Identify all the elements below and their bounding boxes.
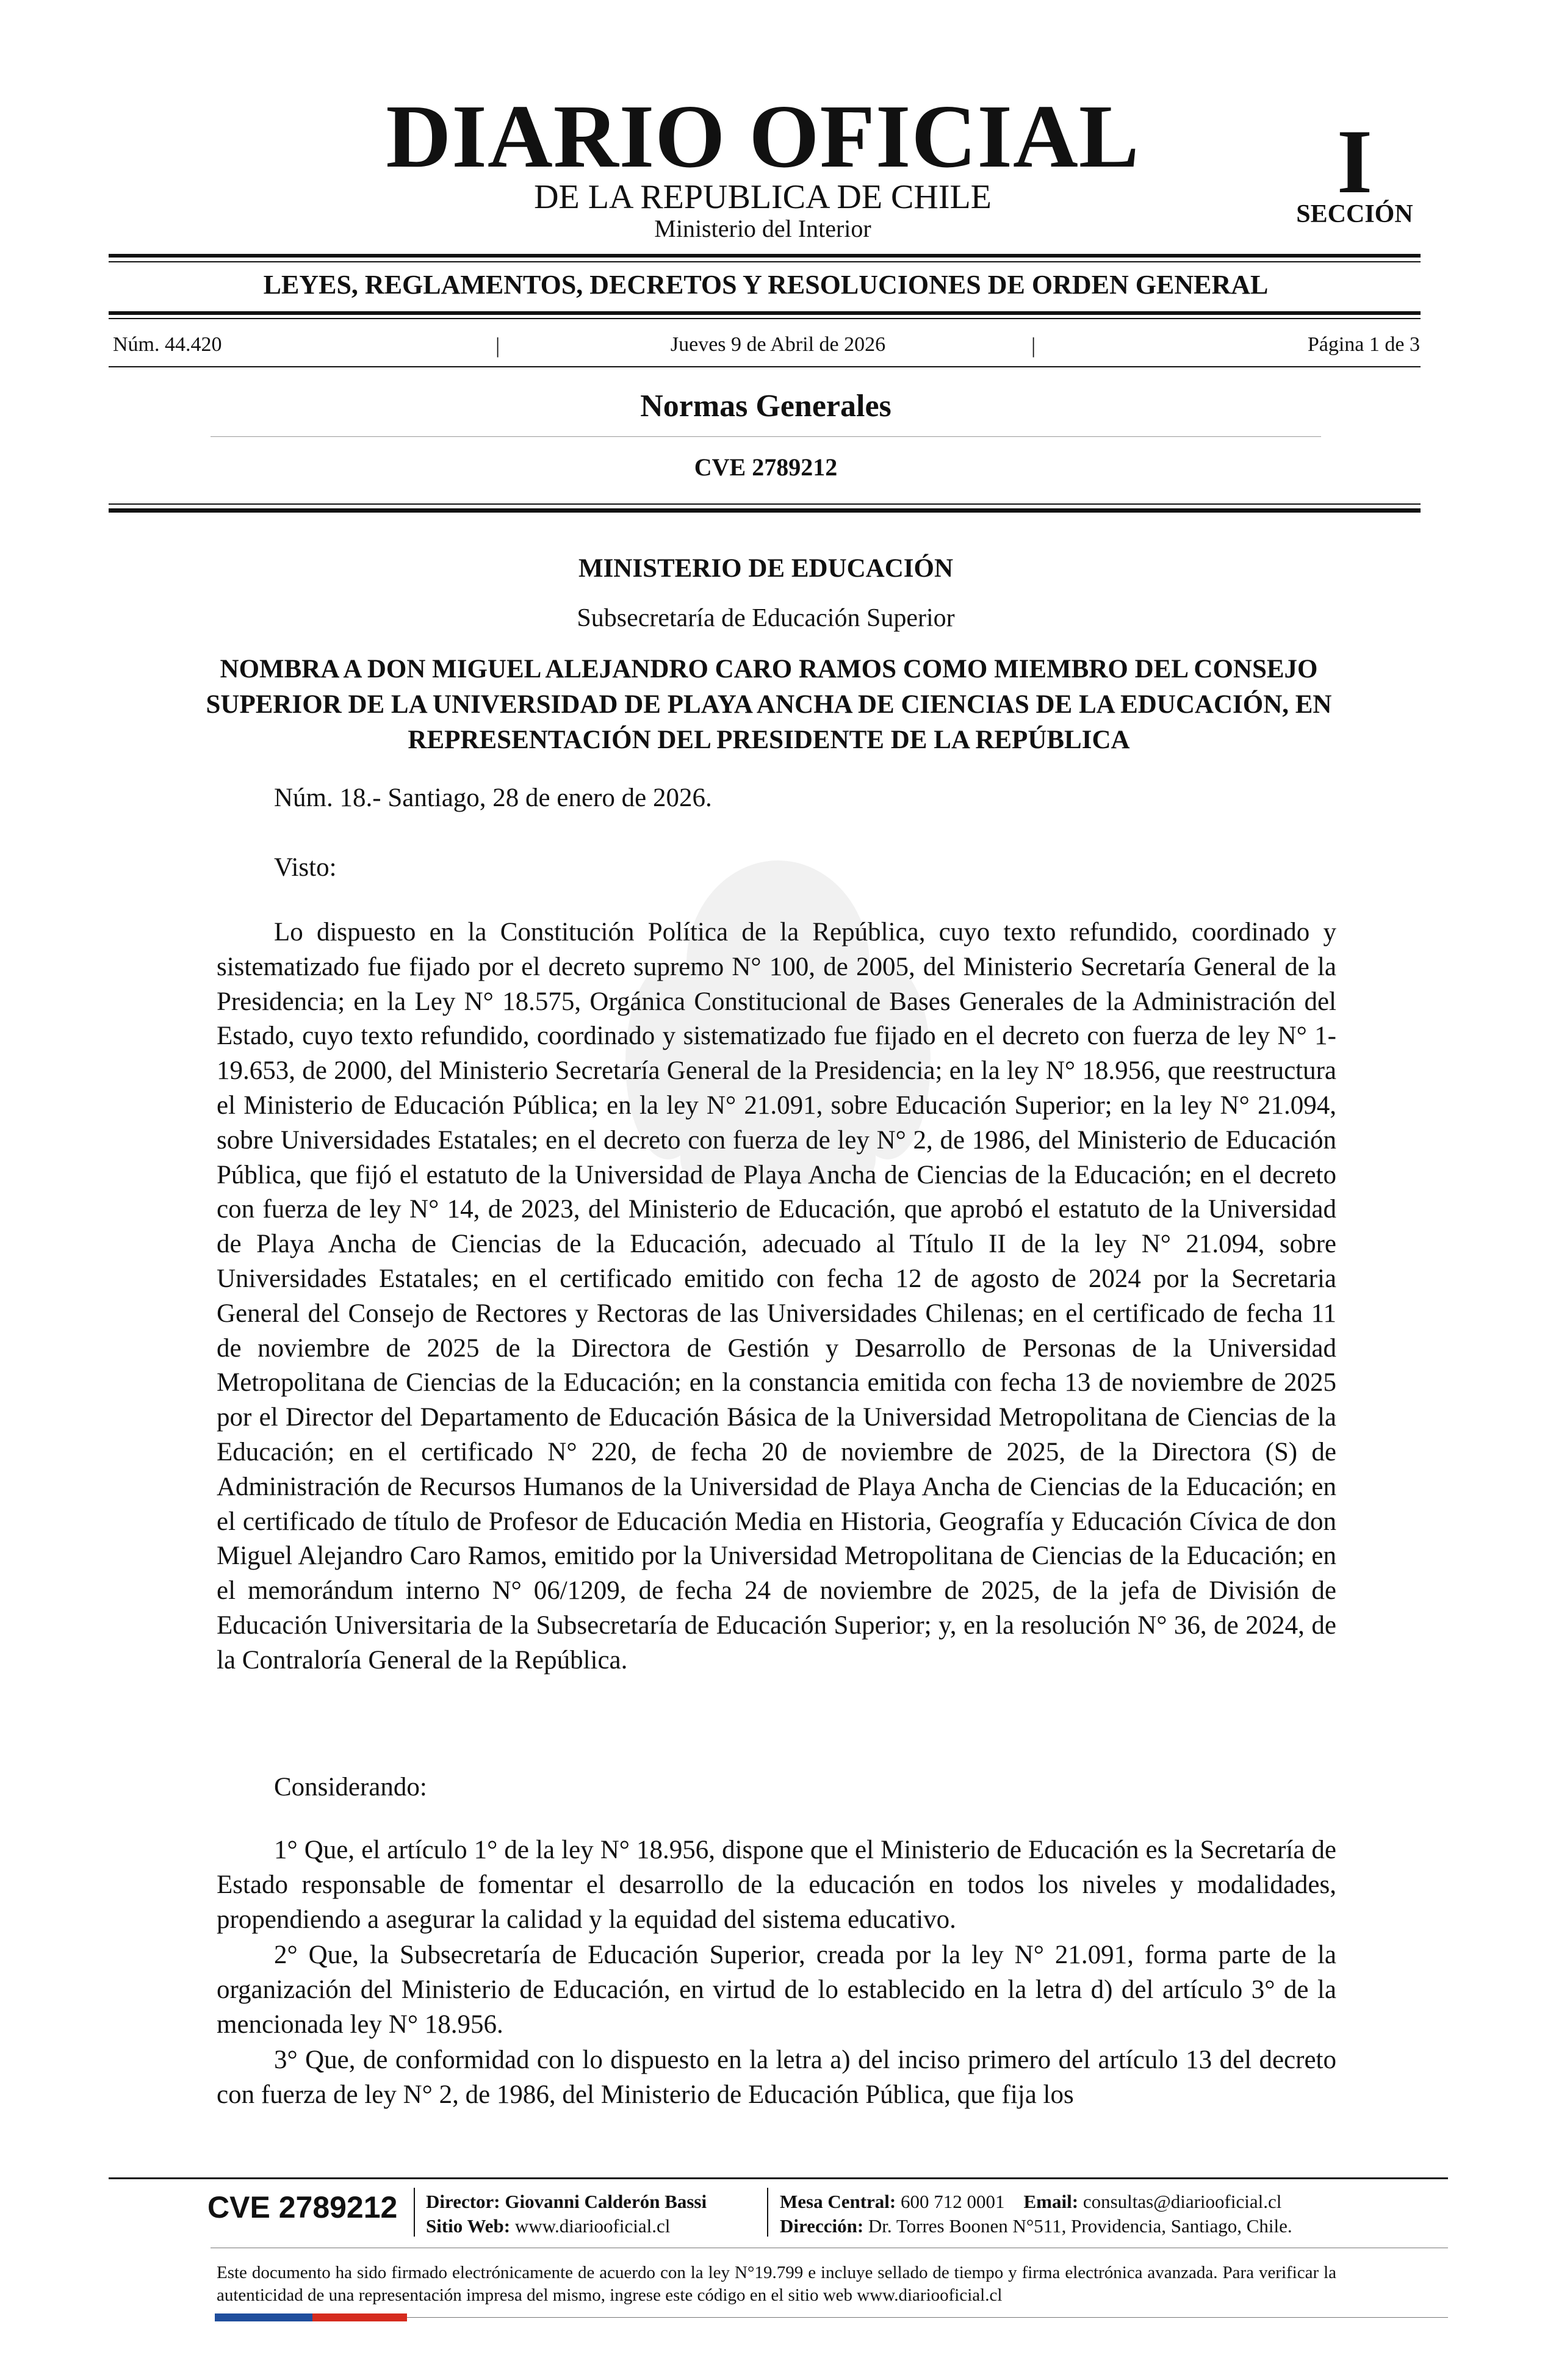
- visto-paragraph: Lo dispuesto en la Constitución Política de la República, cuyo texto refundido, coordinado y sistematizado fue fijado por el decreto supremo N° 100, de 2005, del Ministerio Secretaría General de la Presidencia; en la Ley N° 18.575, Orgánica Constitucional de Bases Generales de la Administración del Estado, cuyo texto refundido, coordinado y sistematizado fue fijado en el decreto con fuerza de ley N° 1-19.653, de 2000, del Ministerio Secretaría General de la Presidencia; en la ley N° 18.956, que reestructura el Ministerio de Educación Pública; en la ley N° 21.091, sobre Educación Superior; en la ley N° 21.094, sobre Universidades Estatales; en el decreto con fuerza de ley N° 2, de 1986, del Ministerio de Educación Pública, que fijó el estatuto de la Universidad de Playa Ancha de Ciencias de la Educación; en el decreto con fuerza de ley N° 14, de 2023, del Ministerio de Educación, que aprobó el estatuto de la Universidad de Playa Ancha de Ciencias de la Educación, adecuado al Título II de la ley N° 21.094, sobre Universidades Estatales; en el certificado emitido con fecha 12 de agosto de 2024 por la Secretaria General del Consejo de Rectores y Rectoras de las Universidades Chilenas; en el certificado de fecha 11 de noviembre de 2025 de la Directora de Gestión y Desarrollo de Personas de la Universidad Metropolitana de Ciencias de la Educación; en la constancia emitida con fecha 13 de noviembre de 2025 por el Director del Departamento de Educación Básica de la Universidad Metropolitana de Ciencias de la Educación; en el certificado N° 220, de fecha 20 de noviembre de 2025, de la Directora (S) de Administración de Recursos Humanos de la Universidad de Playa Ancha de Ciencias de la Educación; en el certificado de título de Profesor de Educación Media en Historia, Geografía y Educación Cívica de don Miguel Alejandro Caro Ramos, emitido por la Universidad Metropolitana de Ciencias de la Educación; en el memorándum interno N° 06/1209, de fecha 24 de noviembre de 2025, de la jefa de División de Educación Universitaria de la Subsecretaría de Educación Superior; y, en la resolución N° 36, de 2024, de la Contraloría General de la República.: [217, 918, 1336, 1675]
- considerando-2: 2° Que, la Subsecretaría de Educación Superior, creada por la ley N° 21.091, forma parte de la organización del Ministerio de Educación, en virtud de lo establecido en la letra d) del artículo 3° de la mencionada ley N° 18.956.: [217, 1941, 1336, 2039]
- footer-divider: [767, 2188, 768, 2237]
- flag-stripe-blue: [215, 2313, 312, 2321]
- section-number: I: [1336, 111, 1373, 212]
- section-subheader: LEYES, REGLAMENTOS, DECRETOS Y RESOLUCIONES DE ORDEN GENERAL: [263, 270, 1269, 300]
- subsecretaria-heading: Subsecretaría de Educación Superior: [577, 604, 955, 632]
- meta-rule: [109, 366, 1421, 367]
- footer-divider: [414, 2188, 415, 2237]
- subheader-rule-thin: [109, 318, 1421, 319]
- considerando-label: Considerando:: [274, 1773, 427, 1801]
- issue-date: Jueves 9 de Abril de 2026: [670, 333, 886, 356]
- footer-contact: [780, 2190, 1292, 2238]
- masthead-rule-thin: [109, 261, 1421, 262]
- meta-separator: |: [495, 333, 500, 358]
- footer-rule-top: [109, 2177, 1448, 2179]
- mesa-phone: 600 712 0001: [901, 2191, 1005, 2212]
- flag-stripe-red: [312, 2313, 407, 2321]
- web-label: Sitio Web:: [426, 2215, 511, 2237]
- footer-rule-bottom: [407, 2317, 1448, 2318]
- masthead-subtitle: DE LA REPUBLICA DE CHILE: [534, 178, 992, 216]
- header-bottom-rule-thick: [109, 508, 1421, 513]
- address-label: Dirección:: [780, 2215, 864, 2237]
- email-link[interactable]: consultas@diariooficial.cl: [1082, 2191, 1282, 2212]
- footer-director: [426, 2190, 707, 2238]
- director-label: Director:: [426, 2191, 500, 2212]
- cve-code: CVE 2789212: [694, 453, 838, 481]
- email-label: Email:: [1023, 2191, 1079, 2212]
- address-text: Dr. Torres Boonen N°511, Providencia, Santiago, Chile.: [868, 2215, 1292, 2237]
- page-indicator: Página 1 de 3: [1307, 333, 1420, 356]
- mesa-label: Mesa Central:: [780, 2191, 896, 2212]
- section-label: SECCIÓN: [1296, 200, 1413, 228]
- web-link[interactable]: www.diariooficial.cl: [514, 2215, 671, 2237]
- masthead-rule-thick: [109, 254, 1421, 258]
- considerando-3: 3° Que, de conformidad con lo dispuesto en la letra a) del inciso primero del artículo 13 del decreto con fuerza de ley N° 2, de 1986, del Ministerio de Educación Pública, que fija los: [217, 2046, 1336, 2109]
- footer-legal-notice: Este documento ha sido firmado electrónicamente de acuerdo con la ley N°19.799 e incluye sellado de tiempo y firma electrónica avanzada. Para verificar la autenticidad de una representación impresa del mismo, ingrese este código en el sitio web www.diariooficial.cl: [217, 2263, 1336, 2305]
- masthead-title: DIARIO OFICIAL: [386, 87, 1140, 187]
- meta-separator: |: [1031, 333, 1036, 358]
- decree-title: NOMBRA A DON MIGUEL ALEJANDRO CARO RAMOS COMO MIEMBRO DEL CONSEJO SUPERIOR DE LA UNIVERSIDAD DE PLAYA ANCHA DE CIENCIAS DE LA EDUCACIÓN, EN REPRESENTACIÓN DEL PRESIDENTE DE LA REPÚBLICA: [206, 655, 1332, 754]
- masthead-ministry: Ministerio del Interior: [654, 215, 871, 242]
- subheader-rule-thick: [109, 311, 1421, 315]
- visto-label: Visto:: [274, 853, 337, 882]
- footer-cve-code: CVE 2789212: [207, 2190, 398, 2224]
- section-title: Normas Generales: [640, 389, 891, 424]
- header-bottom-rule-thin: [109, 503, 1421, 505]
- considerando-1: 1° Que, el artículo 1° de la ley N° 18.956, dispone que el Ministerio de Educación es la Secretaría de Estado responsable de fomentar el desarrollo de la educación en todos los niveles y modalidades, propendiendo a asegurar la calidad y la equidad del sistema educativo.: [217, 1836, 1336, 1934]
- section-title-rule: [211, 436, 1321, 437]
- issue-number: Núm. 44.420: [113, 333, 222, 356]
- ministry-heading: MINISTERIO DE EDUCACIÓN: [578, 554, 954, 583]
- decree-number: Núm. 18.- Santiago, 28 de enero de 2026.: [274, 784, 712, 812]
- director-name: Giovanni Calderón Bassi: [505, 2191, 707, 2212]
